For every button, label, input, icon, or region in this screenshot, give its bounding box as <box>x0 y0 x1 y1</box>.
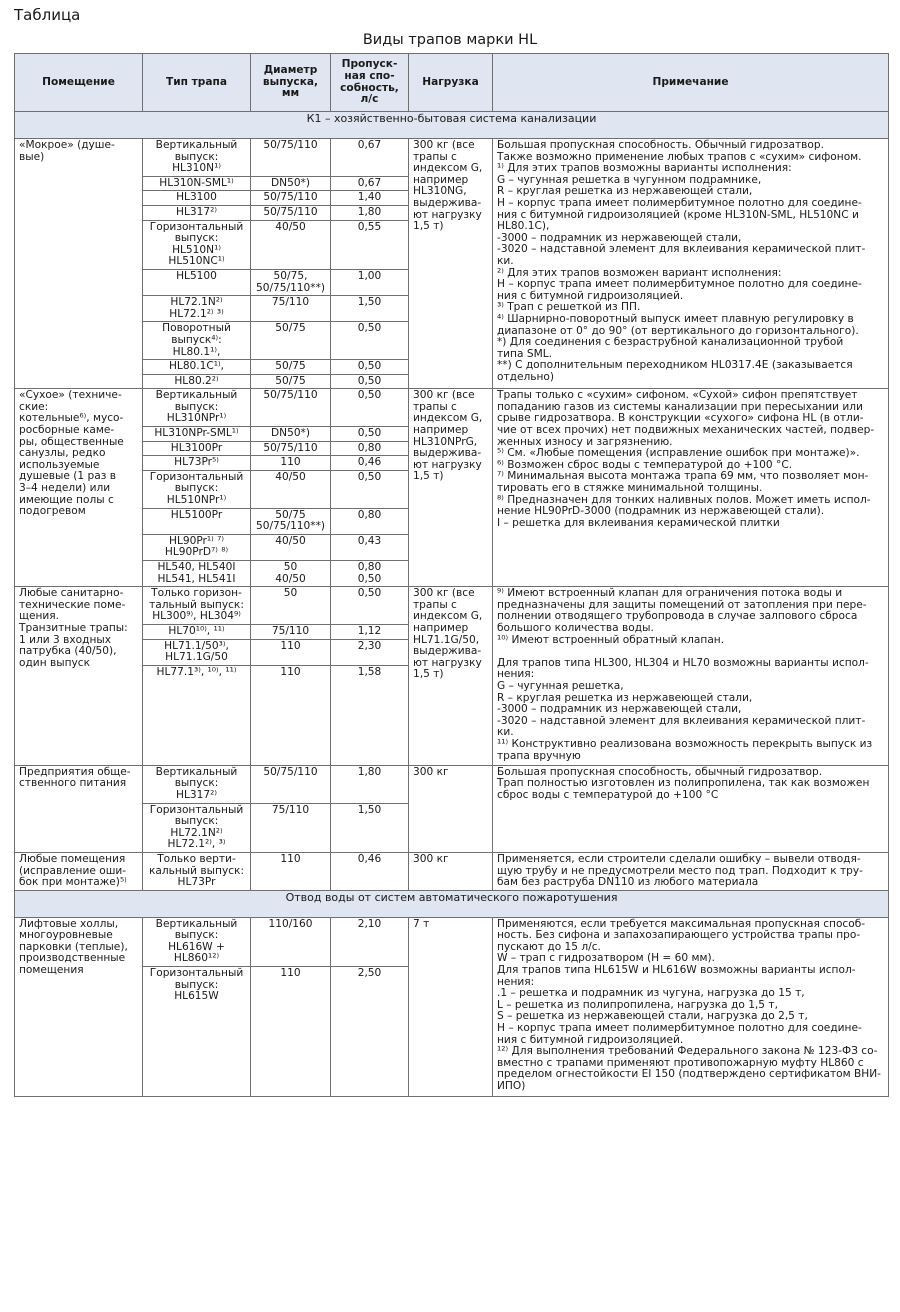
diameter-cell: 50/75/110 <box>251 441 331 456</box>
type-cell: Поворотный выпуск⁴⁾: HL80.1¹⁾, <box>143 322 251 360</box>
section-title: К1 – хозяйственно-бытовая система канализации <box>15 112 889 139</box>
page-label: Таблица <box>14 6 81 24</box>
capacity-cell: 0,50 <box>331 587 409 625</box>
note-cell: ⁹⁾ Имеют встроенный клапан для ограничения потока воды и предназначены для защиты помещений от затопления при пере- полнении отводящего трубопровода в случае залпового сброса большого количества воды. ¹⁰⁾ Имеют встроенный обратный клапан. Для трапов типа HL300, HL304 и HL70 возможны варианты испол- нения: G – чугунная решетка, R – круглая решетка из нержавеющей стали, -3000 – подрамник из нержавеющей стали, -3020 – надставной элемент для вклеивания керамической плит- ки. ¹¹⁾ Конструктивно реализована возможность перекрыть выпуск из трапа вручную <box>493 587 889 766</box>
diameter-cell: 110 <box>251 665 331 765</box>
type-cell: HL73Pr⁵⁾ <box>143 456 251 471</box>
load-cell: 300 кг (все трапы с индексом G, например HL310NPrG, выдерживa- ют нагрузку 1,5 т) <box>409 389 493 587</box>
header-capacity: Пропуск- ная спо- собность, л/с <box>331 54 409 112</box>
table-row <box>15 587 889 625</box>
diameter-cell: 50/75, 50/75/110**) <box>251 269 331 295</box>
type-cell: HL3100 <box>143 191 251 206</box>
room-cell: Предприятия обще- ственного питания <box>15 765 143 852</box>
capacity-cell: 2,30 <box>331 639 409 665</box>
table-row <box>15 139 889 177</box>
header-type: Тип трапа <box>143 54 251 112</box>
room-cell: Любые санитарно- технические поме- щения. Транзитные трапы: 1 или 3 входных патрубка (40/50), один выпуск <box>15 587 143 766</box>
diameter-cell: 50 <box>251 587 331 625</box>
room-cell: «Сухое» (техниче- ские: котельные⁶⁾, мусо- росборные каме- ры, общественные санузлы, редко используемые душевые (1 раз в 3–4 недели) или имеющие полы с подогревом <box>15 389 143 587</box>
room-cell: Лифтовые холлы, многоуровневые парковки (теплые), производственные помещения <box>15 917 143 1096</box>
capacity-cell: 2,10 <box>331 917 409 966</box>
capacity-cell: 0,50 <box>331 360 409 375</box>
type-cell: Горизонтальный выпуск: HL510N¹⁾ HL510NC¹⁾ <box>143 220 251 269</box>
note-cell: Применяются, если требуется максимальная пропускная способ- ность. Без сифона и запахозапирающего устройства трапы про- пускают до 15 л/с. W – трап с гидрозатвором (H = 60 мм). Для трапов типа HL615W и HL616W возможны варианты испол- нения: .1 – решетка и подрамник из чугуна, нагрузка до 15 т, L – решетка из полипропилена, нагрузка до 1,5 т, S – решетка из нержавеющей стали, нагрузка до 2,5 т, H – корпус трапа имеет полимербитумное полотно для соедине- ния с битумной гидроизоляцией. ¹²⁾ Для выполнения требований Федерального закона № 123-ФЗ со- вместно с трапами применяют противопожарную муфту HL860 с пределом огнестойкости EI 150 (подтверждено сертификатом ВНИ- ИПО) <box>493 917 889 1096</box>
load-cell: 300 кг (все трапы с индексом G, например HL310NG, выдерживa- ют нагрузку 1,5 т) <box>409 139 493 389</box>
capacity-cell: 1,00 <box>331 269 409 295</box>
type-cell: HL310N-SML¹⁾ <box>143 176 251 191</box>
type-cell: HL90Pr¹⁾ ⁷⁾ HL90PrD⁷⁾ ⁸⁾ <box>143 534 251 560</box>
type-cell: HL5100 <box>143 269 251 295</box>
note-cell: Применяется, если строители сделали ошибку – вывели отводя- щую трубу и не предусмотрели место под трап. Подходит к тру- бам без раструба DN110 из любого материала <box>493 852 889 890</box>
header-row <box>15 54 889 112</box>
capacity-cell: 0,67 <box>331 176 409 191</box>
capacity-cell: 0,50 <box>331 389 409 427</box>
table-row <box>15 917 889 966</box>
capacity-cell: 0,46 <box>331 456 409 471</box>
capacity-cell: 0,46 <box>331 852 409 890</box>
capacity-cell: 1,12 <box>331 624 409 639</box>
type-cell: HL70¹⁰⁾, ¹¹⁾ <box>143 624 251 639</box>
type-cell: HL5100Pr <box>143 508 251 534</box>
diameter-cell: 110 <box>251 852 331 890</box>
capacity-cell: 0,55 <box>331 220 409 269</box>
diameter-cell: 110 <box>251 967 331 1097</box>
table-row <box>15 389 889 427</box>
capacity-cell: 0,43 <box>331 534 409 560</box>
load-cell: 300 кг (все трапы с индексом G, например HL71.1G/50, выдерживa- ют нагрузку 1,5 т) <box>409 587 493 766</box>
diameter-cell: 40/50 <box>251 220 331 269</box>
type-cell: Вертикальный выпуск: HL310N¹⁾ <box>143 139 251 177</box>
diameter-cell: 50/75 <box>251 374 331 389</box>
type-cell: HL80.2²⁾ <box>143 374 251 389</box>
capacity-cell: 1,50 <box>331 296 409 322</box>
room-cell: Любые помещения (исправление оши- бок при монтаже)⁵⁾ <box>15 852 143 890</box>
diameter-cell: 110/160 <box>251 917 331 966</box>
diameter-cell: 75/110 <box>251 803 331 852</box>
type-cell: Вертикальный выпуск: HL616W + HL860¹²⁾ <box>143 917 251 966</box>
type-cell: Только верти- кальный выпуск: HL73Pr <box>143 852 251 890</box>
diameter-cell: 50/75/110 <box>251 191 331 206</box>
table-caption: Виды трапов марки HL <box>362 32 538 48</box>
diameter-cell: 110 <box>251 456 331 471</box>
type-cell: Горизонтальный выпуск: HL72.1N²⁾ HL72.1²⁾, ³⁾ <box>143 803 251 852</box>
diameter-cell: 50/75 <box>251 360 331 375</box>
table-row <box>15 852 889 890</box>
capacity-cell: 0,67 <box>331 139 409 177</box>
note-cell: Трапы только с «сухим» сифоном. «Сухой» сифон препятствует попаданию газов из системы канализации при пересыхании или срыве гидрозатвора. В конструкции «сухого» сифона HL (в отли- чие от всех прочих) нет подвижных механических частей, подвер- женных износу и загрязнению. ⁵⁾ См. «Любые помещения (исправление ошибок при монтаже)». ⁶⁾ Возможен сброс воды с температурой до +100 °С. ⁷⁾ Минимальная высота монтажа трапа 69 мм, что позволяет мон- тировать его в стяжке минимальной толщины. ⁸⁾ Предназначен для тонких наливных полов. Может иметь испол- нение HL90PrD-3000 (подрамник из нержавеющей стали). I – решетка для вклеивания керамической плитки <box>493 389 889 587</box>
type-cell: Горизонтальный выпуск: HL510NPr¹⁾ <box>143 470 251 508</box>
capacity-cell: 0,50 <box>331 374 409 389</box>
diameter-cell: 40/50 <box>251 534 331 560</box>
header-diameter: Диаметр выпуска, мм <box>251 54 331 112</box>
load-cell: 7 т <box>409 917 493 1096</box>
type-cell: HL72.1N²⁾ HL72.1²⁾ ³⁾ <box>143 296 251 322</box>
diameter-cell: 50/75/110 <box>251 139 331 177</box>
room-cell: «Мокрое» (душе- вые) <box>15 139 143 389</box>
capacity-cell: 1,80 <box>331 765 409 803</box>
header-load: Нагрузка <box>409 54 493 112</box>
capacity-cell: 1,50 <box>331 803 409 852</box>
diameter-cell: 50/75 50/75/110**) <box>251 508 331 534</box>
diameter-cell: 50/75 <box>251 322 331 360</box>
header-room: Помещение <box>15 54 143 112</box>
header-note: Примечание <box>493 54 889 112</box>
capacity-cell: 1,80 <box>331 205 409 220</box>
capacity-cell: 0,80 0,50 <box>331 561 409 587</box>
diameter-cell: 50/75/110 <box>251 205 331 220</box>
type-cell: HL3100Pr <box>143 441 251 456</box>
note-cell: Большая пропускная способность, обычный гидрозатвор. Трап полностью изготовлен из полипропилена, так как возможен сброс воды с температурой до +100 °С <box>493 765 889 852</box>
type-cell: Вертикальный выпуск: HL310NPr¹⁾ <box>143 389 251 427</box>
diameter-cell: 50/75/110 <box>251 389 331 427</box>
section-title: Отвод воды от систем автоматического пожаротушения <box>15 890 889 917</box>
drains-table <box>14 53 889 1097</box>
capacity-cell: 0,50 <box>331 427 409 442</box>
capacity-cell: 2,50 <box>331 967 409 1097</box>
load-cell: 300 кг <box>409 852 493 890</box>
diameter-cell: DN50*) <box>251 427 331 442</box>
capacity-cell: 0,80 <box>331 441 409 456</box>
capacity-cell: 0,80 <box>331 508 409 534</box>
capacity-cell: 1,40 <box>331 191 409 206</box>
note-cell: Большая пропускная способность. Обычный гидрозатвор. Также возможно применение любых трапов с «сухим» сифоном. ¹⁾ Для этих трапов возможны варианты исполнения: G – чугунная решетка в чугунном подрамнике, R – круглая решетка из нержавеющей стали, H – корпус трапа имеет полимербитумное полотно для соедине- ния с битумной гидроизоляцией (кроме HL310N-SML, HL510NC и HL80.1C), -3000 – подрамник из нержавеющей стали, -3020 – надставной элемент для вклеивания керамической плит- ки. ²⁾ Для этих трапов возможен вариант исполнения: H – корпус трапа имеет полимербитумное полотно для соедине- ния с битумной гидроизоляцией. ³⁾ Трап с решеткой из ПП. ⁴⁾ Шарнирно-поворотный выпуск имеет плавную регулировку в диапазоне от 0° до 90° (от вертикального до горизонтального). *) Для соединения с безраструбной канализационной трубой типа SML. **) С дополнительным переходником HL0317.4E (заказывается отдельно) <box>493 139 889 389</box>
load-cell: 300 кг <box>409 765 493 852</box>
diameter-cell: 75/110 <box>251 624 331 639</box>
table-row <box>15 765 889 803</box>
type-cell: Вертикальный выпуск: HL317²⁾ <box>143 765 251 803</box>
diameter-cell: 40/50 <box>251 470 331 508</box>
capacity-cell: 0,50 <box>331 322 409 360</box>
type-cell: HL77.1³⁾, ¹⁰⁾, ¹¹⁾ <box>143 665 251 765</box>
diameter-cell: 110 <box>251 639 331 665</box>
diameter-cell: 75/110 <box>251 296 331 322</box>
diameter-cell: DN50*) <box>251 176 331 191</box>
type-cell: HL540, HL540I HL541, HL541I <box>143 561 251 587</box>
capacity-cell: 0,50 <box>331 470 409 508</box>
type-cell: HL317²⁾ <box>143 205 251 220</box>
type-cell: HL80.1C¹⁾, <box>143 360 251 375</box>
diameter-cell: 50/75/110 <box>251 765 331 803</box>
type-cell: HL310NPr-SML¹⁾ <box>143 427 251 442</box>
type-cell: Только горизон- тальный выпуск: HL300⁹⁾, HL304⁹⁾ <box>143 587 251 625</box>
type-cell: Горизонтальный выпуск: HL615W <box>143 967 251 1097</box>
type-cell: HL71.1/50³⁾, HL71.1G/50 <box>143 639 251 665</box>
capacity-cell: 1,58 <box>331 665 409 765</box>
diameter-cell: 50 40/50 <box>251 561 331 587</box>
